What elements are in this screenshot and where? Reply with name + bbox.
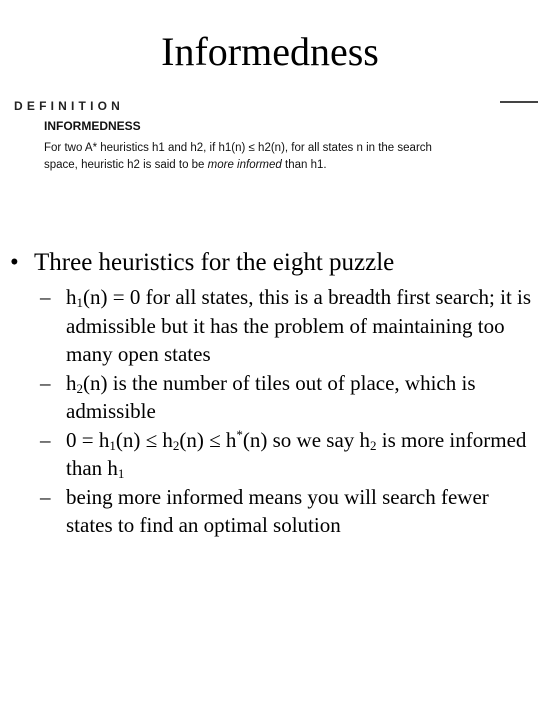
sub-bullet-text: $0 = h_1(n) \le h_2(n) \le h^*(n)$ so we say $h_2$ is more informed than $h_1$ xyxy=(66,426,527,481)
definition-rule xyxy=(500,101,538,103)
dash-icon: – xyxy=(40,370,51,395)
definition-heading: DEFINITION xyxy=(14,99,124,113)
dash-icon: – xyxy=(40,285,51,309)
bullet-list xyxy=(0,246,540,540)
sub-bullet xyxy=(0,483,540,540)
sub-bullet xyxy=(0,369,540,426)
definition-line-2-prefix: space, heuristic h2 is said to be xyxy=(44,159,205,171)
definition-text xyxy=(44,140,534,174)
bullet-dot-icon: • xyxy=(10,249,19,276)
definition-box xyxy=(14,98,534,174)
definition-line-2 xyxy=(44,157,534,174)
definition-line-2-suffix: than h1. xyxy=(285,159,327,171)
sub-bullet xyxy=(0,426,540,483)
definition-emphasis: more informed xyxy=(207,159,282,171)
dash-icon: – xyxy=(40,484,51,509)
definition-line-1: For two A* heuristics h1 and h2, if h1(n) ≤ h2(n), for all states n in the search xyxy=(44,142,432,154)
sub-bullet-text: $h_2(n)$ is the number of tiles out of place, which is admissible xyxy=(66,370,476,423)
slide-title: Informedness xyxy=(161,29,379,74)
main-bullet xyxy=(0,246,540,280)
definition-subheading: INFORMEDNESS xyxy=(44,119,141,133)
sub-bullet xyxy=(0,283,540,369)
sub-bullet-text: $h_1(n) = 0$ for all states, this is a breadth first search; it is admissible but it has the problem of maintaining too many open states xyxy=(66,285,532,366)
dash-icon: – xyxy=(40,427,51,452)
main-bullet-text: Three heuristics for the eight puzzle xyxy=(34,249,395,276)
sub-bullet-text: being more informed means you will search fewer states to find an optimal solution xyxy=(66,484,489,537)
